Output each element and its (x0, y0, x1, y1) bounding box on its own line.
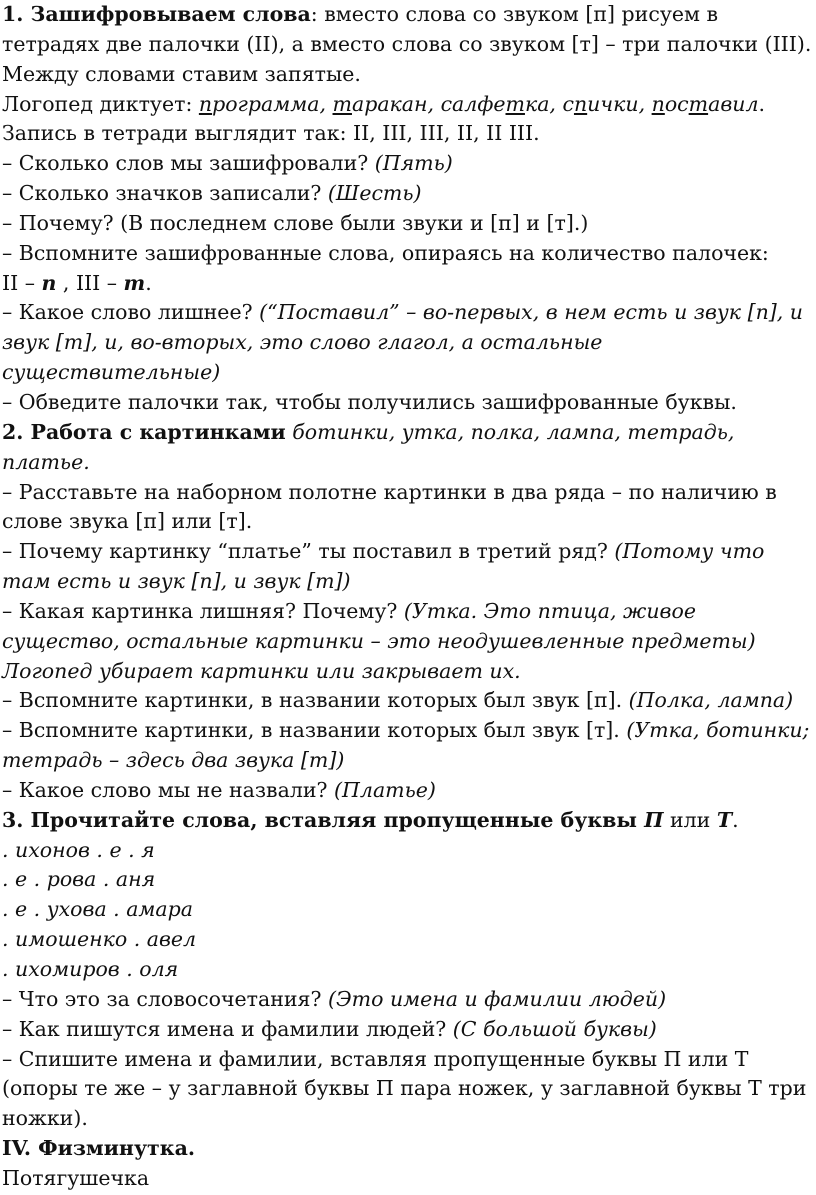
dictation-prefix: Логопед диктует: (2, 91, 199, 116)
dictation-word-4 (562, 92, 651, 116)
answer-text: (Потому что там есть и звук [п], и звук [т]) (2, 539, 765, 594)
word-rest: рограмма (212, 91, 320, 116)
question-text: – Что это за словосочетания? (2, 986, 328, 1011)
section1-number: 1. (2, 2, 31, 26)
question-line (2, 686, 816, 716)
section1-title: Зашифровываем слова (30, 2, 311, 26)
dictation-line (2, 90, 816, 120)
question-text: – Какая картинка лишняя? Почему? (2, 598, 404, 623)
question-line (2, 985, 816, 1015)
exercise-line: . е . рова . аня (2, 867, 156, 892)
exercise-line: . ихонов . е . я (2, 837, 155, 862)
section3-heading (2, 806, 816, 836)
underlined-letter: п (198, 91, 213, 116)
word-prefix: салфе (440, 91, 506, 116)
question-line (2, 776, 816, 806)
word-prefix: с (562, 91, 574, 116)
answer-text: (Утка. Это птица, живое существо, остальные картинки – это неодушевленные предметы) (2, 598, 756, 653)
question-text: – Какое слово мы не назвали? (2, 777, 335, 802)
word-rest: ички (587, 91, 639, 116)
question-text: – Вспомните картинки, в названии которых был звук [т]. (2, 718, 627, 743)
underlined-letter: т (688, 91, 709, 116)
question-line: – Почему? (В последнем слове были звуки и [п] и [т].) (2, 210, 589, 235)
question-line: – Вспомните зашифрованные слова, опираясь на количество палочек: (2, 240, 769, 265)
teacher-note: Логопед убирает картинки или закрывает их. (2, 658, 521, 683)
section2-items: ботинки, утка, полка, лампа, тетрадь, платье. (2, 419, 735, 474)
exercise-line: . имошенко . авел (2, 927, 197, 952)
section3-number: 3. (2, 807, 31, 832)
dictation-word-1 (199, 92, 333, 116)
word-separator: , (319, 91, 333, 116)
letter-t: Т (716, 807, 733, 832)
section2-title: Работа с картинками (30, 419, 286, 444)
answer-text: (С большой буквы) (452, 1016, 657, 1041)
dictation-word-5 (652, 92, 759, 116)
notebook-line: Запись в тетради выглядит так: II, III, III, II, II III. (2, 121, 540, 146)
question-line: – Спишите имена и фамилии, вставляя пропущенные буквы П или Т (опоры те же – у заглавной буквы П пара ножек, у заглавной буквы Т три ножки). (2, 1046, 807, 1131)
map-text: , III – (56, 270, 124, 295)
answer-text: (Утка, ботинки; тетрадь – здесь два звука [т]) (2, 718, 810, 773)
underlined-letter: п (573, 91, 588, 116)
section2-heading (2, 418, 816, 478)
question-text: – Почему картинку “платье” ты поставил в третий ряд? (2, 539, 615, 564)
word-separator: , (549, 91, 563, 116)
exercise-line: . е . ухова . амара (2, 897, 193, 922)
question-line (2, 298, 816, 388)
word-rest: авил (708, 91, 759, 116)
letter-map-line (2, 269, 816, 299)
question-line (2, 1015, 816, 1045)
answer-text: (Это имена и фамилии людей) (327, 986, 667, 1011)
question-text: – Вспомните картинки, в названии которых был звук [п]. (2, 688, 629, 713)
question-line (2, 537, 816, 597)
question-text: – Сколько слов мы зашифровали? (2, 151, 375, 176)
word-rest: ка (524, 91, 550, 116)
question-line (2, 597, 816, 657)
word-middle: ос (664, 91, 689, 116)
question-text: – Сколько значков записали? (2, 181, 328, 206)
underlined-letter: т (332, 91, 352, 116)
word-rest: аракан (351, 91, 428, 116)
question-line: – Расставьте на наборном полотне картинки в два ряда – по наличию в слове звука [п] или [т]. (2, 479, 777, 534)
answer-text: (“Поставил” – во-первых, в нем есть и звук [п], и звук [т], и, во-вторых, это слово глагол, а остальные существительные) (2, 300, 804, 385)
dot-text: . (732, 807, 739, 832)
answer-text: (Платье) (334, 777, 436, 802)
section1-intro-text: : вместо слова со звуком [п] рисуем в тетрадях две палочки (II), а вместо слова со звуком [т] – три палочки (III). Между словами ставим запятые. (2, 2, 812, 86)
exercise-line: . ихомиров . оля (2, 957, 179, 981)
question-text: – Как пишутся имена и фамилии людей? (2, 1016, 453, 1041)
section3-title: Прочитайте слова, вставляя пропущенные буквы (30, 807, 645, 832)
answer-text: (Шесть) (327, 181, 422, 206)
word-separator: , (427, 91, 441, 116)
or-text: или (663, 807, 717, 832)
map-text: . (145, 270, 152, 295)
map-letter-p: п (41, 270, 57, 295)
section4-subtitle: Потягушечка (2, 1165, 150, 1190)
map-letter-t: т (123, 270, 146, 295)
question-line: – Обведите палочки так, чтобы получились зашифрованные буквы. (2, 389, 737, 414)
answer-text: (Полка, лампа) (628, 688, 794, 713)
question-line (2, 179, 816, 209)
section4-title: IV. Физминутка. (2, 1136, 195, 1161)
question-text: – Какое слово лишнее? (2, 300, 260, 325)
underlined-letter: п (651, 91, 665, 116)
word-separator: . (758, 91, 766, 116)
map-text: II – (2, 270, 42, 295)
answer-text: (Пять) (374, 151, 453, 176)
question-line (2, 149, 816, 179)
letter-p: П (644, 807, 664, 832)
dictation-word-3 (441, 92, 563, 116)
word-separator: , (638, 91, 652, 116)
section1-intro (2, 0, 816, 90)
dictation-word-2 (333, 92, 441, 116)
underlined-letter: т (505, 91, 525, 116)
section2-number: 2. (2, 419, 31, 444)
question-line (2, 716, 816, 776)
